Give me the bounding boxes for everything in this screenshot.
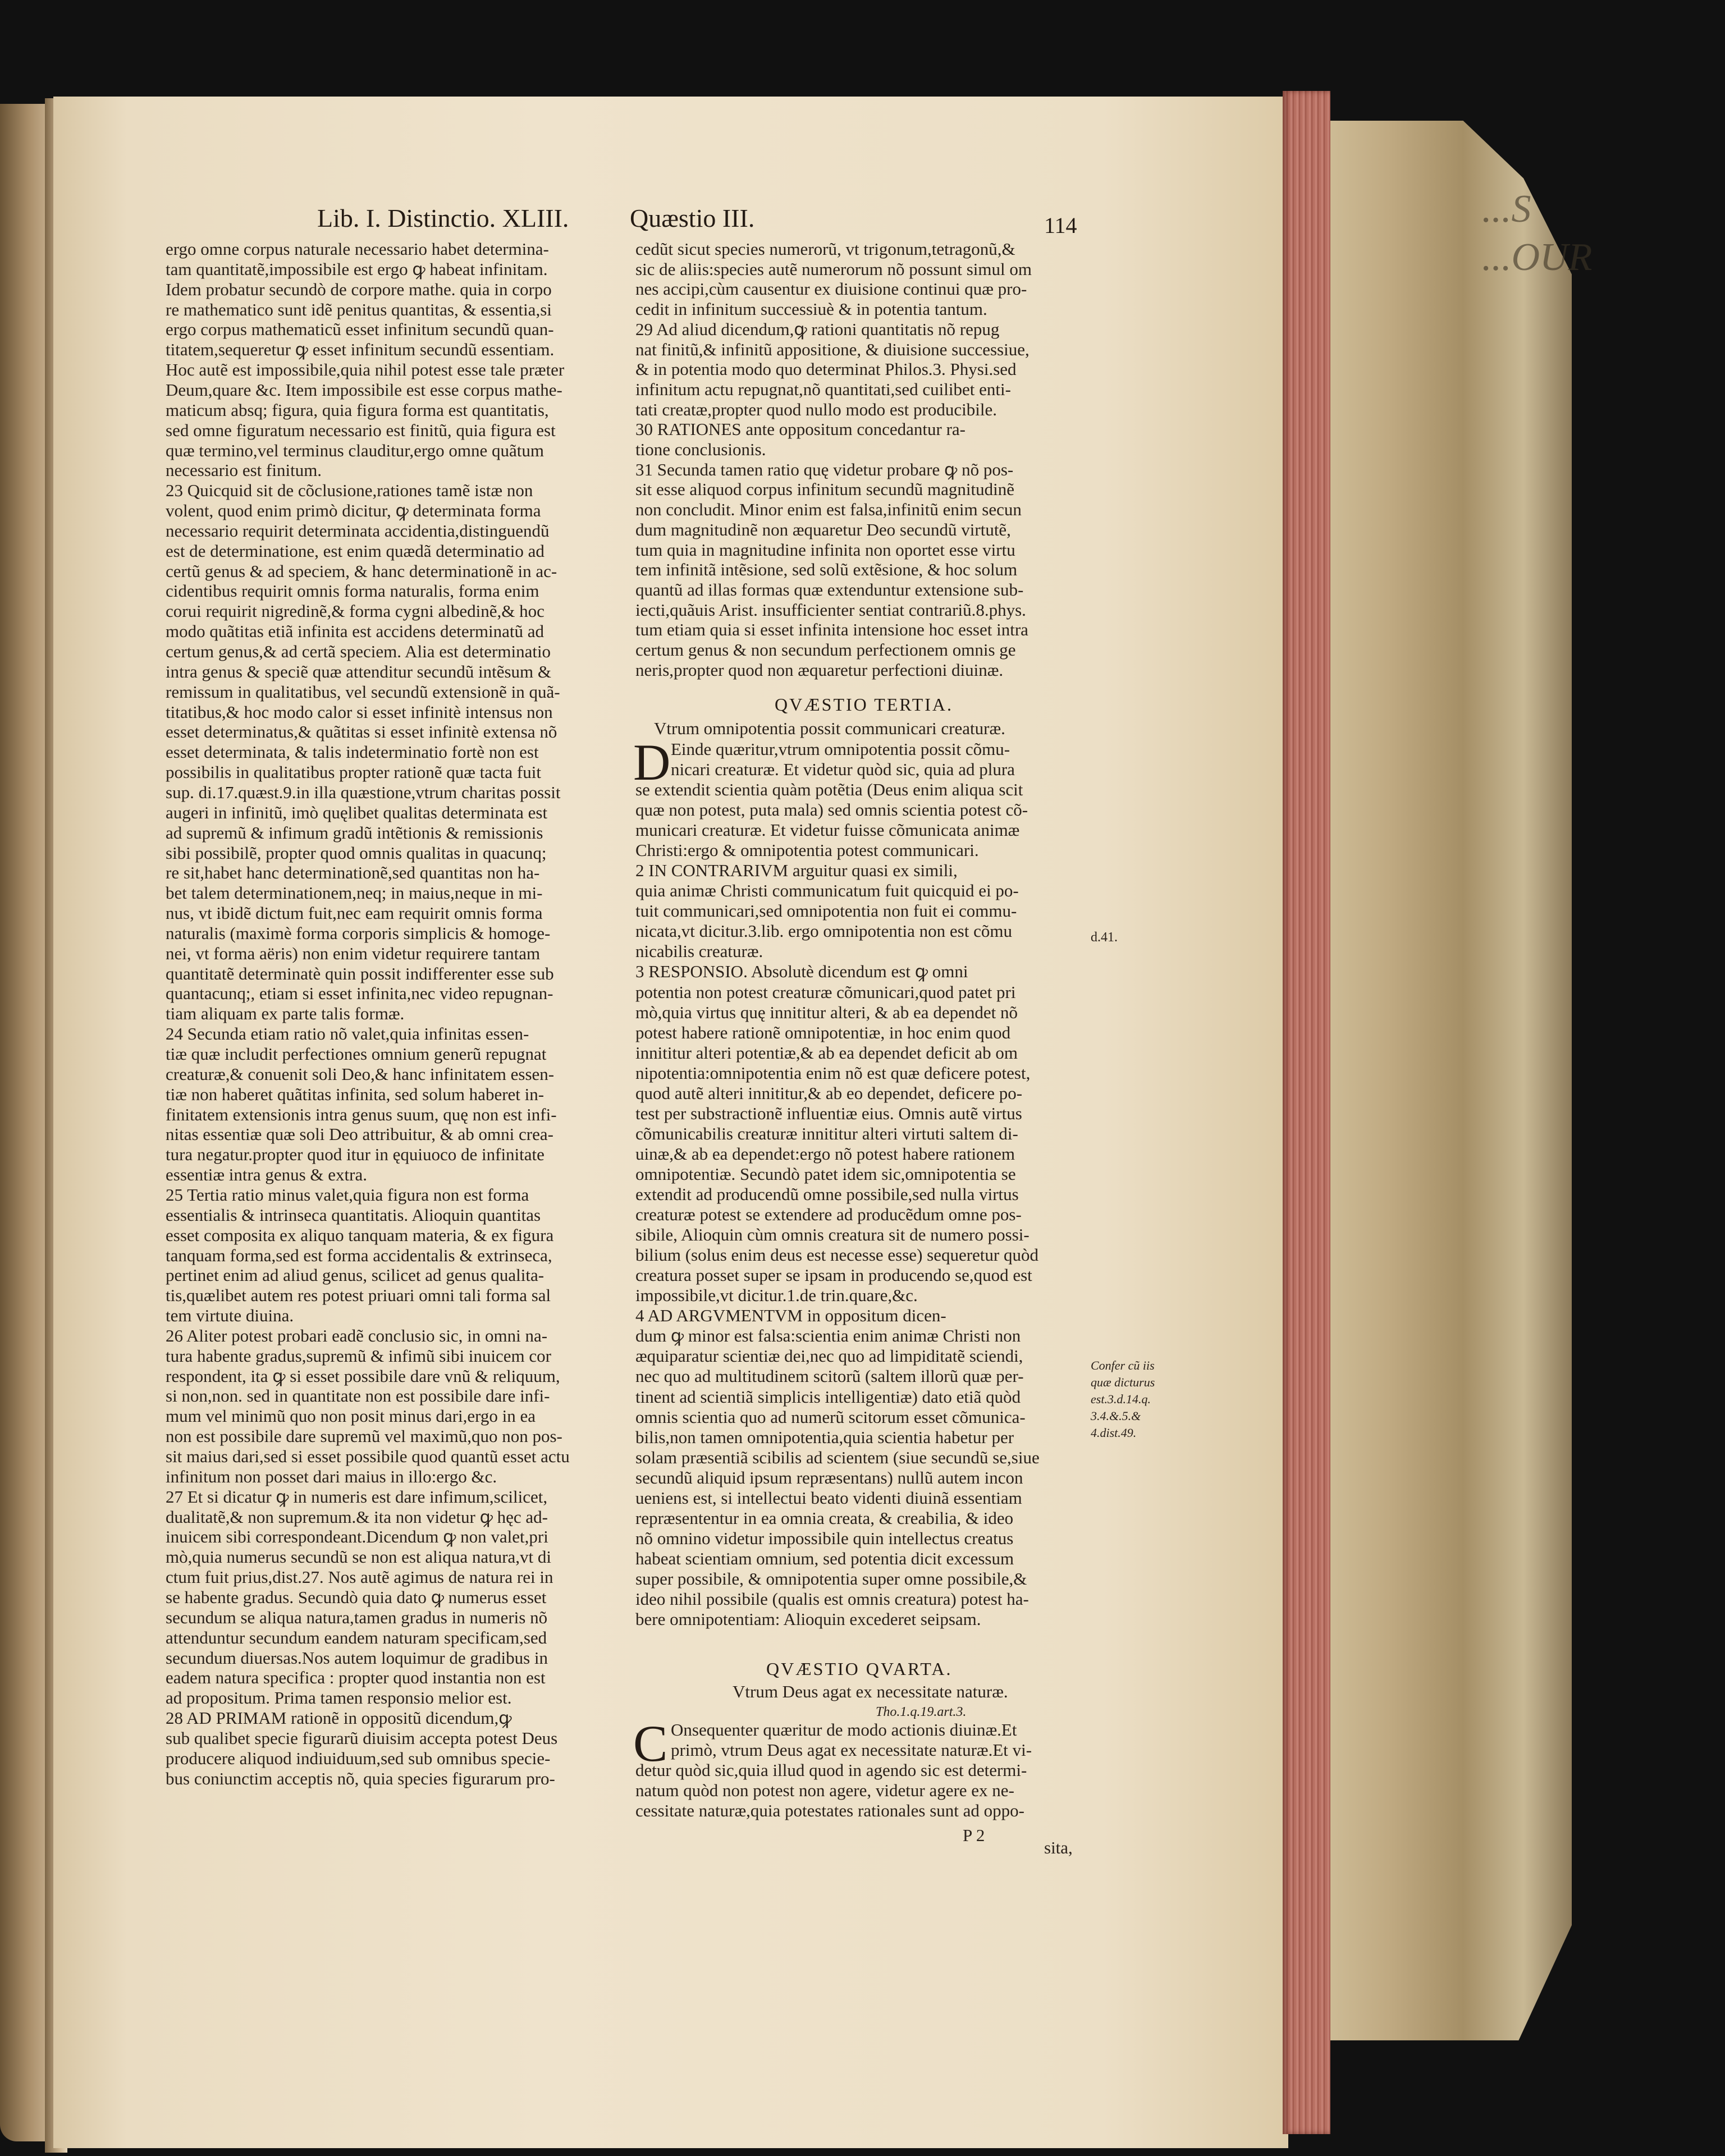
rightcola-line: 31 Secunda tamen ratio quę videtur probare ꝙ nõ pos- <box>635 459 1014 479</box>
leftcol-line: quantacunq;, etiam si esset infinita,nec video repugnan- <box>166 983 553 1004</box>
leftcol-line: quæ termino,vel terminus clauditur,ergo omne quãtum <box>166 440 545 460</box>
leftcol-line: ergo omne corpus naturale necessario habet determina- <box>166 239 549 259</box>
leftcol-line: inuicem sibi correspondeant.Dicendum ꝙ non valet,pri <box>166 1527 548 1547</box>
q3body-line: secundũ aliquid ipsum repræsentans) nullũ autem incon <box>635 1467 1023 1487</box>
q3body-line: creaturæ potest se extendere ad producẽdum omne pos- <box>635 1205 1022 1225</box>
rightcola-line: neris,propter quod non æquaretur perfectioni diuinæ. <box>635 660 1004 680</box>
leftcol-line: Idem probatur secundò de corpore mathe. quia in corpo <box>166 279 552 299</box>
leftcol-line: attenduntur secundum eandem naturam specificam,sed <box>166 1627 547 1647</box>
leftcol-line: essentiæ intra genus & extra. <box>166 1165 367 1185</box>
rightcola-line: tione conclusionis. <box>635 440 766 459</box>
leftcol-line: quantitatẽ determinatè quin possit indifferenter esse sub <box>166 963 554 983</box>
signature-mark: P 2 <box>963 1825 985 1845</box>
leftcol-line: re sit,habet hanc determinationẽ,sed quantitas non ha- <box>166 863 540 883</box>
q3body-line: sibile, Alioquin cùm omnis creatura sit de numero possi- <box>635 1225 1029 1245</box>
q4body-line: cessitate naturæ,quia potestates rationales sunt ad oppo- <box>635 1801 1025 1820</box>
q3body-line: creatura posset super se ipsam in producendo se,quod est <box>635 1265 1032 1285</box>
q3body-line: nec quo ad multitudinem scitorũ (saltem illorũ quæ per- <box>635 1366 1024 1386</box>
leftcol-line: titatem,sequeretur ꝙ esset infinitum secundũ essentiam. <box>166 340 555 360</box>
rightcola-line: non concludit. Minor enim est falsa,infinitũ enim secun <box>635 500 1022 520</box>
leftcol-line: secundum diuersas.Nos autem loquimur de gradibus in <box>166 1647 548 1668</box>
q3body-line: 4 AD ARGVMENTVM in oppositum dicen- <box>635 1306 946 1326</box>
folio-number: 114 <box>1044 213 1077 238</box>
leftcol-line: bet talem determinationem,neq; in maius,neque in mi- <box>166 883 543 903</box>
q3body-line: bilis,non tamen omnipotentia,quia scientia habetur per <box>635 1427 1014 1447</box>
leftcol-line: 25 Tertia ratio minus valet,quia figura non est forma <box>166 1184 529 1205</box>
leftcol-line: ergo corpus mathematicũ esset infinitum secundũ quan- <box>166 319 554 340</box>
q3body-line: ideo nihil possibile (qualis est omnis creatura) potest ha- <box>635 1589 1029 1609</box>
q3body-line: test per substractionẽ influentiæ eius. Omnis autẽ virtus <box>635 1103 1022 1123</box>
q3body-line: habeat scientiam omnium, sed potentia dicit excessum <box>635 1548 1014 1568</box>
question-four-title: Vtrum Deus agat ex necessitate naturæ. <box>733 1682 1008 1701</box>
leftcol-line: esset composita ex aliquo tanquam materia, & ex figura <box>166 1225 554 1245</box>
leftcol-line: sibi possibilẽ, propter quod omnis qualitas in quacunq; <box>166 843 547 863</box>
leftcol-line: re mathematico sunt idẽ penitus quantitas, & essentia,si <box>166 299 552 319</box>
catchword: sita, <box>1044 1838 1073 1857</box>
leftcol-line: corui requirit nigredinẽ,& forma cygni albedinẽ,& hoc <box>166 601 545 621</box>
leftcol-line: necessario est finitum. <box>166 460 322 480</box>
question-four-reference: Tho.1.q.19.art.3. <box>876 1705 967 1719</box>
rightcola-line: nes accipi,cùm causentur ex diuisione continui quæ pro- <box>635 279 1027 299</box>
leftcol-line: 24 Secunda etiam ratio nõ valet,quia infinitas essen- <box>166 1024 529 1044</box>
q4body-line: natum quòd non potest non agere, videtur agere ex ne- <box>635 1780 1014 1800</box>
confer-line: 3.4.&.5.& <box>1091 1409 1141 1423</box>
q3body-line: tinent ad scientiã simplicis intelligentiæ) dato etiã quòd <box>635 1386 1021 1407</box>
q3body-line: se extendit scientia quàm potẽtia (Deus enim aliqua scit <box>635 780 1023 799</box>
q3body-line: mò,quia virtus quę innititur alteri, & ab ea dependet nõ <box>635 1002 1018 1022</box>
leftcol-line: creaturæ,& conuenit soli Deo,& hanc infinitatem essen- <box>166 1064 555 1084</box>
leftcol-line: modo quãtitas etiã infinita est accidens determinatũ ad <box>166 621 545 642</box>
q3body-line: nicata,vt dicitur.3.lib. ergo omnipotentia non est cõmu <box>635 921 1012 941</box>
leftcol-line: nus, vt ibidẽ dictum fuit,nec eam requirit omnis forma <box>166 903 543 923</box>
leftcol-line: nei, vt forma aëris) non enim videtur requirere tantam <box>166 943 541 963</box>
leftcol-line: si non,non. sed in quantitate non est possibile dare infi- <box>166 1386 550 1406</box>
leftcol-line: infinitum non posset dari maius in illo:ergo &c. <box>166 1466 497 1486</box>
q3body-line: ueniens est, si intellectui beato videnti diuinã essentiam <box>635 1487 1022 1508</box>
initial-c: C <box>633 1715 668 1772</box>
running-head-left: Lib. I. Distinctio. XLIII. <box>317 204 569 232</box>
leftcol-line: tiæ non haberet quãtitas infinita, sed solum haberet in- <box>166 1084 545 1104</box>
q3body-line: uinæ,& ab ea dependet:ergo nõ potest habere rationem <box>635 1143 1015 1164</box>
leftcol-line: dualitatẽ,& non supremum.& ita non videtur ꝙ hęc ad- <box>166 1507 548 1527</box>
rightcola-line: tem infinitã intẽsione, sed solũ extẽsione, & hoc solum <box>635 560 1018 580</box>
q4body-line: detur quòd sic,quia illud quod in agendo sic est determi- <box>635 1760 1027 1780</box>
q3body-line: potentia non potest creaturæ cõmunicari,quod patet pri <box>635 982 1016 1002</box>
q3open-line: nicari creaturæ. Et videtur quòd sic, quia ad plura <box>671 759 1015 779</box>
leftcol-line: tem virtute diuina. <box>166 1306 294 1326</box>
leftcol-line: esset determinatus,& quãtitas si esset infinitè extensa nõ <box>166 722 557 742</box>
leftcol-line: sup. di.17.quæst.9.in illa quæstione,vtrum charitas possit <box>166 782 561 802</box>
leftcol-line: respondent, ita ꝙ si esset possibile dare vnũ & reliquum, <box>166 1366 560 1386</box>
rightcola-line: certum genus & non secundum perfectionem omnis ge <box>635 640 1016 660</box>
leftcol-line: 28 AD PRIMAM rationẽ in oppositũ dicendum,ꝙ <box>166 1708 512 1728</box>
leftcol-line: possibilis in qualitatibus propter rationẽ quæ tacta fuit <box>166 762 541 782</box>
q3body-line: Christi:ergo & omnipotentia potest communicari. <box>635 840 979 860</box>
q3body-line: bere omnipotentiam: Alioquin excederet seipsam. <box>635 1609 981 1629</box>
confer-line: est.3.d.14.q. <box>1091 1392 1151 1406</box>
leftcol-line: augeri in infinitũ, imò quęlibet qualitas determinata est <box>166 802 548 822</box>
rightcola-line: tati creatæ,propter quod nullo modo est producibile. <box>635 399 997 419</box>
leftcol-line: nitas essentiæ quæ soli Deo attribuitur, & ab omni crea- <box>166 1124 553 1145</box>
q3body-line: nipotentia:omnipotentia enim nõ est quæ deficere potest, <box>635 1063 1031 1083</box>
q4open-line: primò, vtrum Deus agat ex necessitate naturæ.Et vi- <box>671 1740 1032 1760</box>
red-page-edges <box>1283 91 1330 2134</box>
q3open-line: Einde quæritur,vtrum omnipotentia possit cõmu- <box>671 739 1010 759</box>
leftcol-line: bus coniunctim acceptis nõ, quia species figurarum pro- <box>166 1768 555 1788</box>
q3body-line: potest habere rationẽ omnipotentiæ, in hoc enim quod <box>635 1022 1011 1042</box>
rightcola-line: cedũt sicut species numerorũ, vt trigonum,tetragonũ,& <box>635 239 1015 259</box>
q3body-line: nicabilis creaturæ. <box>635 941 763 962</box>
confer-line: Confer cũ iis <box>1091 1358 1155 1372</box>
q3body-line: omnipotentiæ. Secundò patet idem sic,omnipotentia se <box>635 1164 1016 1184</box>
leftcol-line: producere aliquod indiuiduum,sed sub omnibus specie- <box>166 1748 551 1768</box>
rightcola-line: & in potentia modo quo determinat Philos.3. Physi.sed <box>635 359 1017 379</box>
q3body-line: impossibile,vt dicitur.1.de trin.quare,&c. <box>635 1285 918 1306</box>
left-page-edge <box>0 104 52 2141</box>
q3body-line: innititur alteri potentiæ,& ab ea dependet deficit ab om <box>635 1042 1018 1063</box>
q4open-line: Onsequenter quæritur de modo actionis diuinæ.Et <box>671 1720 1017 1740</box>
rightcola-line: quantũ ad illas formas quæ extenduntur extensione sub- <box>635 579 1024 599</box>
leftcol-line: 27 Et si dicatur ꝙ in numeris est dare infimum,scilicet, <box>166 1486 548 1507</box>
leftcol-line: tiam aliquam ex parte talis formæ. <box>166 1004 405 1024</box>
confer-line: 4.dist.49. <box>1091 1426 1137 1440</box>
rightcola-line: dum magnitudinẽ non æquaretur Deo secundũ virtutẽ, <box>635 519 1011 539</box>
rightcola-line: cedit in infinitum successiuè & in potentia tantum. <box>635 299 987 319</box>
rightcola-line: sit esse aliquod corpus infinitum secundũ magnitudinẽ <box>635 479 1015 500</box>
q3body-line: quæ non potest, puta mala) sed omnis scientia potest cõ- <box>635 800 1028 820</box>
leftcol-line: sit maius dari,sed si esset possibile quod quantũ esset actu <box>166 1447 570 1466</box>
leftcol-line: 23 Quicquid sit de cõclusione,rationes tamẽ istæ non <box>166 480 533 501</box>
leftcol-line: remissum in qualitatibus, vel secundũ extensionẽ in quã- <box>166 681 560 702</box>
leftcol-line: tis,quælibet autem res potest priuari omni tali forma sal <box>166 1285 551 1306</box>
leftcol-line: cidentibus requirit omnis forma naturalis, forma enim <box>166 581 539 601</box>
question-three-title: Vtrum omnipotentia possit communicari creaturæ. <box>654 718 1005 738</box>
leftcol-line: sub qualibet specie figurarũ diuisim accepta potest Deus <box>166 1728 558 1748</box>
leftcol-line: non est possibile dare supremũ vel maximũ,quo non pos- <box>166 1426 562 1447</box>
q3body-line: extendit ad producendũ omne possibile,sed nulla virtus <box>635 1184 1019 1204</box>
rightcola-line: iecti,quãuis Arist. insufficienter sentiat contrariũ.8.phys. <box>635 599 1026 620</box>
rightcola-line: 30 RATIONES ante oppositum concedantur ra- <box>635 419 966 440</box>
rightcola-line: 29 Ad aliud dicendum,ꝙ rationi quantitatis nõ repug <box>635 319 1000 339</box>
q3body-line: quod autẽ alteri innititur,& ab eo dependet, deficere po- <box>635 1083 1023 1103</box>
q3body-line: omnis scientia quo ad numerũ scitorum esset cõmunica- <box>635 1407 1026 1427</box>
binding-label: ...S ...OUR <box>1482 187 1593 279</box>
leftcol-line: pertinet enim ad aliud genus, scilicet ad genus qualita- <box>166 1265 545 1285</box>
leftcol-line: mum vel minimũ quo non posit minus dari,ergo in ea <box>166 1406 536 1426</box>
q3body-line: 2 IN CONTRARIVM arguitur quasi ex simili, <box>635 860 958 881</box>
rightcola-line: infinitum actu repugnat,nõ quantitati,sed cuilibet enti- <box>635 379 1011 399</box>
leftcol-line: naturalis (maximè forma corporis simplicis & homoge- <box>166 923 551 943</box>
q3body-line: dum ꝙ minor est falsa:scientia enim animæ Christi non <box>635 1326 1021 1346</box>
question-three-heading: QVÆSTIO TERTIA. <box>775 694 954 715</box>
leftcol-line: necessario requirit determinata accidentia,distinguendũ <box>166 520 550 541</box>
leftcol-line: tura negatur.propter quod itur in ęquiuoco de infinitate <box>166 1145 545 1165</box>
leftcol-line: certũ genus & ad speciem, & hanc determinationẽ in ac- <box>166 561 557 581</box>
leftcol-line: certum genus,& ad certã speciem. Alia est determinatio <box>166 642 551 661</box>
q3body-line: solam præsentiã scibilis ad scientem (siue secundũ se,siue <box>635 1447 1040 1467</box>
leftcol-line: maticum absq; figura, quia figura forma est quantitatis, <box>166 400 549 420</box>
leftcol-line: esset determinata, & talis indeterminatio fortè non est <box>166 742 539 762</box>
q3body-line: bilium (solus enim deus est necesse esse) sequeretur quòd <box>635 1245 1038 1265</box>
leftcol-line: tura habente gradus,supremũ & infimũ sibi inuicem cor <box>166 1345 551 1366</box>
leftcol-line: Deum,quare &c. Item impossibile est esse corpus mathe- <box>166 379 562 400</box>
q3body-line: cõmunicabilis creaturæ innititur alteri virtuti saltem di- <box>635 1123 1018 1143</box>
q3body-line: 3 RESPONSIO. Absolutè dicendum est ꝙ omni <box>635 962 968 982</box>
margin-note-d41: d.41. <box>1091 930 1118 945</box>
vellum-binding <box>1330 121 1593 2040</box>
leftcol-line: ad propositum. Prima tamen responsio melior est. <box>166 1688 512 1708</box>
leftcol-line: secundum se aliqua natura,tamen gradus in numeris nõ <box>166 1607 548 1627</box>
q3body-line: repræsententur in ea omnia creata, & creabilia, & ideo <box>635 1508 1014 1528</box>
q3body-line: municari creaturæ. Et videtur fuisse cõmunicata animæ <box>635 820 1020 840</box>
question-four-heading: QVÆSTIO QVARTA. <box>766 1659 953 1679</box>
leftcol-line: tam quantitatẽ,impossibile est ergo ꝙ habeat infinitam. <box>166 259 548 279</box>
leftcol-line: eadem natura specifica : propter quod instantia non est <box>166 1668 546 1688</box>
q3body-line: nõ omnino videtur impossibile quin intellectus creatus <box>635 1528 1014 1548</box>
leftcol-line: ctum fuit prius,dist.27. Nos autẽ agimus de natura rei in <box>166 1567 553 1587</box>
leftcol-line: essentialis & intrinseca quantitatis. Alioquin quantitas <box>166 1205 541 1225</box>
leftcol-line: intra genus & speciẽ quæ attenditur secundũ intẽsum & <box>166 661 552 681</box>
leftcol-line: mò,quia numerus secundũ se non est aliqua natura,vt di <box>166 1547 552 1567</box>
leftcol-line: 26 Aliter potest probari eadẽ conclusio sic, in omni na- <box>166 1325 548 1345</box>
initial-d: D <box>633 734 671 791</box>
leftcol-line: titatibus,& hoc modo calor si esset infinitè intensus non <box>166 702 553 722</box>
rightcola-line: tum etiam quia si esset infinita intensione hoc esset intra <box>635 620 1028 640</box>
q3body-line: super possibile, & omnipotentia super omne possibile,& <box>635 1568 1027 1589</box>
leftcol-line: est de determinatione, est enim quædã determinatio ad <box>166 541 545 561</box>
leftcol-line: sed omne figuratum necessario est finitũ, quia figura est <box>166 420 556 440</box>
running-head-right: Quæstio III. <box>630 204 755 232</box>
leftcol-line: volent, quod enim primò dicitur, ꝙ determinata forma <box>166 501 541 521</box>
leftcol-line: tanquam forma,sed est forma accidentalis & extrinseca, <box>166 1245 552 1265</box>
confer-line: quæ dicturus <box>1091 1375 1155 1389</box>
rightcola-line: sic de aliis:species autẽ numerorum nõ possunt simul om <box>635 259 1032 279</box>
leftcol-line: ad supremũ & infimum gradũ intẽtionis & remissionis <box>166 822 543 843</box>
q3body-line: tuit communicari,sed omnipotentia non fuit ei commu- <box>635 901 1017 921</box>
leftcol-line: finitatem extensionis intra genus suum, quę non est infi- <box>166 1104 557 1124</box>
rightcola-line: nat finitũ,& infinitũ appositione, & diuisione successiue, <box>635 339 1029 359</box>
leftcol-line: tiæ quæ includit perfectiones omnium generũ repugnat <box>166 1044 547 1064</box>
leftcol-line: se habente gradus. Secundò quia dato ꝙ numerus esset <box>166 1587 547 1607</box>
rightcola-line: tum quia in magnitudine infinita non oportet esse virtu <box>635 539 1015 560</box>
leftcol-line: Hoc autẽ est impossibile,quia nihil potest esse tale præter <box>166 360 565 380</box>
q3body-line: æquiparatur scientiæ dei,nec quo ad limpiditatẽ sciendi, <box>635 1346 1023 1366</box>
q3body-line: quia animæ Christi communicatum fuit quicquid ei po- <box>635 881 1019 901</box>
